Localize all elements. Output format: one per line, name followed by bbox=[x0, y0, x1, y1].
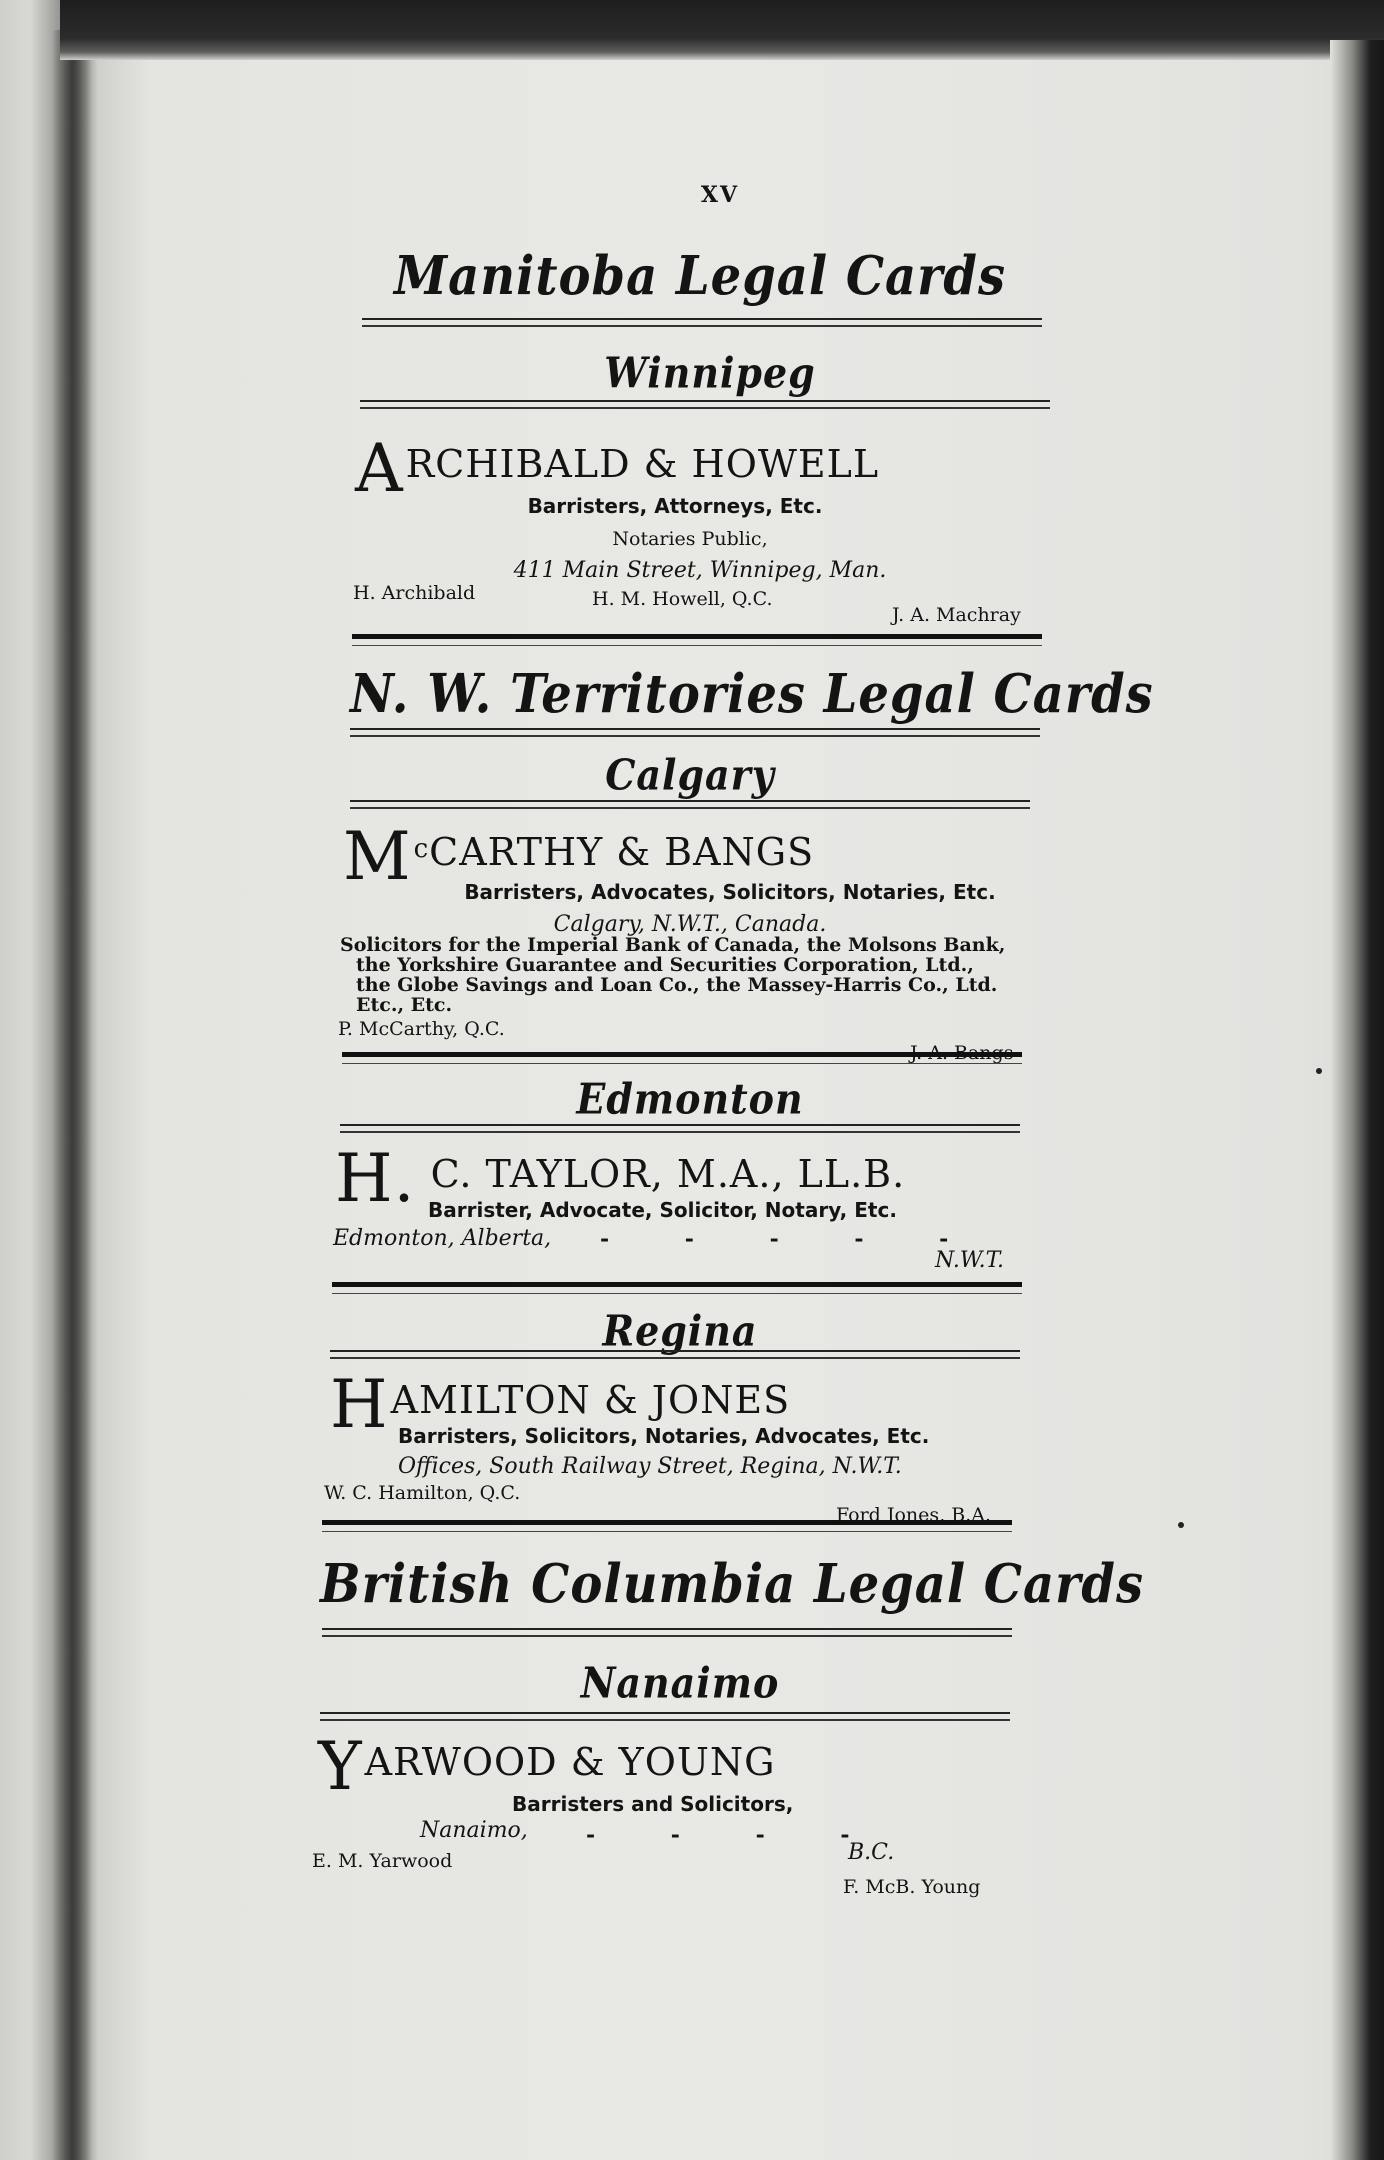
section-heading-nw-territories: N. W. Territories Legal Cards bbox=[350, 662, 1154, 726]
firm-address: Edmonton, Alberta, bbox=[333, 1226, 552, 1251]
firm-address: Offices, South Railway Street, Regina, N.W.T. bbox=[398, 1454, 902, 1479]
firm-name-hamilton-jones: HAMILTON & JONES bbox=[330, 1366, 791, 1443]
double-rule bbox=[360, 400, 1050, 402]
firm-name-archibald-howell: ARCHIBALD & HOWELL bbox=[355, 430, 880, 507]
leader-dots: - - - - - bbox=[600, 1226, 983, 1252]
partner-name: E. M. Yarwood bbox=[312, 1850, 453, 1872]
partner-name: P. McCarthy, Q.C. bbox=[338, 1018, 505, 1040]
heavy-rule bbox=[332, 1282, 1022, 1287]
firm-province: B.C. bbox=[848, 1840, 895, 1865]
section-heading-british-columbia: British Columbia Legal Cards bbox=[320, 1552, 1144, 1616]
firm-territory: N.W.T. bbox=[935, 1248, 1005, 1273]
partner-name: W. C. Hamilton, Q.C. bbox=[324, 1482, 521, 1504]
city-heading-winnipeg: Winnipeg bbox=[604, 347, 816, 398]
firm-name-h-c-taylor: H. C. TAYLOR, M.A., LL.B. bbox=[335, 1140, 906, 1217]
partner-name: J. A. Machray bbox=[892, 604, 1021, 626]
firm-description: Barristers and Solicitors, bbox=[512, 1792, 794, 1816]
double-rule bbox=[322, 1628, 1012, 1630]
firm-clients-line: Etc., Etc. bbox=[356, 994, 453, 1016]
firm-description: Barristers, Attorneys, Etc. bbox=[527, 494, 823, 518]
firm-address: Nanaimo, bbox=[420, 1818, 528, 1843]
firm-notaries: Notaries Public, bbox=[612, 528, 768, 550]
page-number: XV bbox=[700, 182, 740, 208]
firm-address: 411 Main Street, Winnipeg, Man. bbox=[513, 558, 887, 583]
city-heading-regina: Regina bbox=[602, 1305, 758, 1356]
firm-clients-line: the Globe Savings and Loan Co., the Massey-Harris Co., Ltd. bbox=[356, 974, 998, 996]
partner-name: Ford Jones, B.A. bbox=[836, 1504, 991, 1526]
partner-name: J. A. Bangs bbox=[910, 1042, 1014, 1064]
firm-name-yarwood-young: YARWOOD & YOUNG bbox=[318, 1728, 776, 1805]
double-rule bbox=[350, 800, 1030, 802]
double-rule bbox=[330, 1350, 1020, 1352]
partner-name: H. M. Howell, Q.C. bbox=[592, 588, 773, 610]
heavy-rule bbox=[342, 1052, 1022, 1057]
heavy-rule bbox=[322, 1520, 1012, 1525]
firm-name-mccarthy-bangs: $M^cCARTHY$ & BANGS bbox=[343, 818, 815, 895]
partner-name: F. McB. Young bbox=[843, 1876, 981, 1898]
firm-description: Barristers, Solicitors, Notaries, Advocates, Etc. bbox=[398, 1424, 930, 1448]
double-rule bbox=[320, 1712, 1010, 1714]
leader-dots: - - - - bbox=[586, 1822, 884, 1848]
heavy-rule bbox=[352, 634, 1042, 639]
city-heading-nanaimo: Nanaimo bbox=[580, 1657, 780, 1708]
double-rule bbox=[362, 318, 1042, 320]
partner-name: H. Archibald bbox=[353, 582, 476, 604]
city-heading-edmonton: Edmonton bbox=[576, 1073, 804, 1124]
firm-description: Barristers, Advocates, Solicitors, Notaries, Etc. bbox=[464, 880, 996, 904]
scan-speck bbox=[1178, 1522, 1184, 1528]
double-rule bbox=[340, 1124, 1020, 1126]
firm-address: Calgary, N.W.T., Canada. bbox=[553, 912, 827, 937]
double-rule bbox=[350, 728, 1040, 730]
firm-clients-line: Solicitors for the Imperial Bank of Canada, the Molsons Bank, bbox=[340, 934, 1006, 956]
section-heading-manitoba: Manitoba Legal Cards bbox=[393, 244, 1006, 308]
firm-description: Barrister, Advocate, Solicitor, Notary, Etc. bbox=[428, 1198, 897, 1222]
city-heading-calgary: Calgary bbox=[605, 749, 775, 800]
scan-speck bbox=[1316, 1068, 1322, 1074]
firm-clients-line: the Yorkshire Guarantee and Securities Corporation, Ltd., bbox=[356, 954, 974, 976]
